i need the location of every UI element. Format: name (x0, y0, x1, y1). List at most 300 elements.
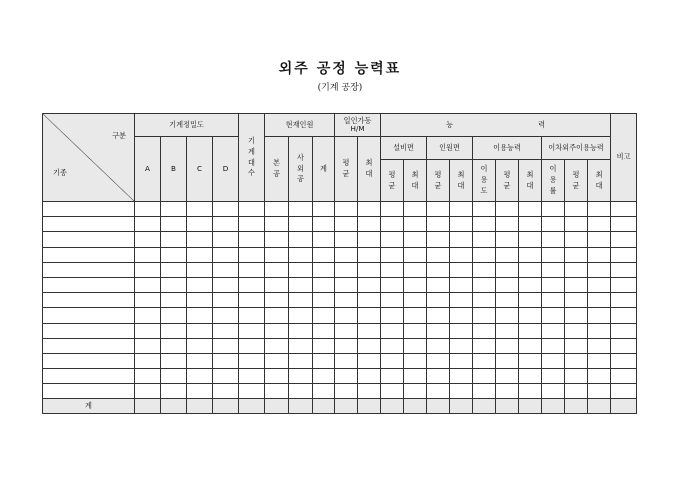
table-cell (135, 323, 161, 338)
table-cell (496, 202, 519, 217)
table-cell (588, 247, 611, 262)
second-max-header: 최대 (588, 160, 611, 202)
table-cell (358, 293, 381, 308)
table-cell (427, 308, 450, 323)
table-cell (496, 232, 519, 247)
capacity-header: 능 력 (381, 114, 611, 137)
table-cell (588, 353, 611, 368)
table-cell (289, 277, 313, 292)
second-outsourcing-header: 이차외주이용능력 (542, 137, 611, 160)
table-cell (313, 323, 335, 338)
table-cell (358, 217, 381, 232)
table-cell (496, 384, 519, 399)
table-cell (473, 293, 496, 308)
table-cell (265, 308, 289, 323)
total-row (43, 399, 637, 414)
table-row (43, 277, 637, 292)
table-cell (289, 293, 313, 308)
table-row (43, 293, 637, 308)
table-cell (450, 232, 473, 247)
table-cell (187, 262, 213, 277)
table-cell (161, 338, 187, 353)
table-cell (404, 217, 427, 232)
table-cell (289, 384, 313, 399)
table-cell (213, 384, 239, 399)
table-cell (519, 262, 542, 277)
table-cell (43, 232, 135, 247)
table-cell (427, 217, 450, 232)
table-cell (473, 384, 496, 399)
table-cell (404, 384, 427, 399)
table-cell (335, 277, 358, 292)
table-cell (313, 247, 335, 262)
table-cell (161, 323, 187, 338)
table-cell (473, 232, 496, 247)
table-cell (473, 262, 496, 277)
table-cell (542, 247, 565, 262)
table-cell (542, 202, 565, 217)
table-cell (265, 384, 289, 399)
table-cell (496, 262, 519, 277)
table-cell (313, 232, 335, 247)
table-cell (496, 369, 519, 384)
table-cell (239, 369, 265, 384)
table-cell (611, 202, 637, 217)
table-cell (381, 293, 404, 308)
table-cell (611, 277, 637, 292)
table-cell (611, 323, 637, 338)
table-cell (358, 202, 381, 217)
table-cell (588, 277, 611, 292)
table-row (43, 262, 637, 277)
table-cell (265, 247, 289, 262)
table-cell (213, 232, 239, 247)
table-row (43, 247, 637, 262)
table-cell (450, 338, 473, 353)
table-cell (313, 262, 335, 277)
table-row (43, 323, 637, 338)
corner-bottom-label: 기종 (53, 167, 67, 177)
table-cell (427, 232, 450, 247)
table-cell (450, 217, 473, 232)
table-cell (519, 277, 542, 292)
table-cell (289, 308, 313, 323)
table-cell (43, 369, 135, 384)
table-cell (289, 247, 313, 262)
table-cell (565, 202, 588, 217)
table-cell (588, 202, 611, 217)
table-cell (161, 202, 187, 217)
table-cell (335, 293, 358, 308)
table-cell (187, 217, 213, 232)
table-cell (335, 384, 358, 399)
table-cell (404, 277, 427, 292)
table-cell (542, 277, 565, 292)
table-cell (161, 308, 187, 323)
table-cell (187, 247, 213, 262)
precision-header: 기계정밀도 (135, 114, 239, 137)
table-cell (213, 308, 239, 323)
usage-avg-header: 평균 (496, 160, 519, 202)
table-cell (135, 217, 161, 232)
table-cell (135, 338, 161, 353)
table-cell (187, 353, 213, 368)
table-cell (496, 323, 519, 338)
table-cell (427, 384, 450, 399)
table-cell (289, 323, 313, 338)
table-cell (239, 217, 265, 232)
table-cell (588, 338, 611, 353)
table-cell (187, 202, 213, 217)
table-cell (588, 384, 611, 399)
table-cell (161, 217, 187, 232)
table-cell (313, 202, 335, 217)
table-cell (542, 232, 565, 247)
table-cell (381, 232, 404, 247)
table-cell (404, 308, 427, 323)
table-cell (427, 293, 450, 308)
daily-avg-header: 평균 (335, 137, 358, 202)
table-cell (43, 384, 135, 399)
table-row (43, 232, 637, 247)
table-cell (213, 262, 239, 277)
table-cell (43, 277, 135, 292)
table-cell (565, 323, 588, 338)
table-cell (313, 293, 335, 308)
table-cell (450, 369, 473, 384)
table-cell (213, 293, 239, 308)
table-cell (239, 384, 265, 399)
table-cell (519, 247, 542, 262)
table-cell (588, 232, 611, 247)
table-cell (43, 293, 135, 308)
table-cell (496, 338, 519, 353)
table-cell (213, 247, 239, 262)
table-cell (43, 247, 135, 262)
table-cell (239, 338, 265, 353)
table-cell (450, 353, 473, 368)
table-cell (542, 323, 565, 338)
table-cell (265, 232, 289, 247)
usage-max-header: 최대 (519, 160, 542, 202)
table-cell (404, 293, 427, 308)
table-cell (519, 202, 542, 217)
table-cell (213, 202, 239, 217)
table-cell (611, 217, 637, 232)
table-cell (588, 217, 611, 232)
table-cell (519, 338, 542, 353)
table-cell (381, 323, 404, 338)
table-cell (265, 353, 289, 368)
table-cell (427, 338, 450, 353)
staff-main-header: 본공 (265, 137, 289, 202)
table-cell (135, 262, 161, 277)
precision-col-c: C (187, 137, 213, 202)
table-cell (404, 353, 427, 368)
table-cell (239, 293, 265, 308)
table-cell (313, 217, 335, 232)
table-cell (519, 217, 542, 232)
table-cell (335, 232, 358, 247)
table-cell (565, 293, 588, 308)
table-cell (239, 232, 265, 247)
table-cell (381, 202, 404, 217)
table-cell (265, 262, 289, 277)
table-cell (542, 384, 565, 399)
table-cell (565, 247, 588, 262)
table-cell (289, 232, 313, 247)
table-cell (381, 384, 404, 399)
table-cell (289, 262, 313, 277)
table-cell (239, 323, 265, 338)
table-cell (161, 232, 187, 247)
table-cell (313, 369, 335, 384)
table-cell (450, 293, 473, 308)
table-cell (161, 369, 187, 384)
table-cell (427, 353, 450, 368)
remarks-header: 비고 (611, 114, 637, 202)
table-cell (161, 247, 187, 262)
table-cell (611, 338, 637, 353)
table-cell (450, 277, 473, 292)
table-cell (313, 338, 335, 353)
table-cell (611, 384, 637, 399)
table-cell (313, 353, 335, 368)
table-cell (404, 232, 427, 247)
corner-header-cell (43, 114, 135, 202)
document-subtitle: (기계 공장) (317, 83, 363, 93)
table-cell (135, 202, 161, 217)
table-cell (289, 217, 313, 232)
table-cell (358, 232, 381, 247)
table-row (43, 353, 637, 368)
table-cell (335, 308, 358, 323)
table-cell (611, 293, 637, 308)
table-cell (542, 293, 565, 308)
table-cell (213, 353, 239, 368)
table-cell (381, 262, 404, 277)
table-cell (187, 232, 213, 247)
equip-max-header: 최대 (404, 160, 427, 202)
table-cell (473, 369, 496, 384)
table-cell (335, 262, 358, 277)
table-cell (450, 308, 473, 323)
table-row (43, 384, 637, 399)
table-cell (187, 277, 213, 292)
table-cell (381, 353, 404, 368)
second-avg-header: 평균 (565, 160, 588, 202)
table-cell (611, 262, 637, 277)
personnel-header: 인원면 (427, 137, 473, 160)
table-cell (213, 323, 239, 338)
table-cell (313, 308, 335, 323)
table-cell (358, 323, 381, 338)
table-cell (450, 384, 473, 399)
table-cell (161, 384, 187, 399)
total-label: 계 (43, 399, 135, 414)
table-cell (381, 369, 404, 384)
table-cell (358, 338, 381, 353)
table-cell (381, 247, 404, 262)
table-cell (358, 247, 381, 262)
table-cell (588, 323, 611, 338)
machine-count-header: 기계대수 (239, 114, 265, 202)
table-cell (427, 277, 450, 292)
table-cell (542, 262, 565, 277)
table-cell (187, 308, 213, 323)
table-cell (473, 247, 496, 262)
daily-hm-header: 일인가동 H/M (335, 114, 381, 137)
table-cell (265, 338, 289, 353)
table-cell (187, 323, 213, 338)
table-cell (450, 323, 473, 338)
table-cell (289, 202, 313, 217)
table-cell (611, 232, 637, 247)
table-cell (519, 308, 542, 323)
table-cell (335, 217, 358, 232)
table-cell (135, 384, 161, 399)
table-cell (313, 277, 335, 292)
table-cell (358, 384, 381, 399)
table-cell (358, 369, 381, 384)
table-cell (519, 293, 542, 308)
table-row (43, 217, 637, 232)
table-cell (187, 293, 213, 308)
table-cell (358, 308, 381, 323)
table-cell (542, 353, 565, 368)
table-cell (239, 247, 265, 262)
data-rows (43, 202, 637, 399)
table-cell (239, 308, 265, 323)
table-row (43, 202, 637, 217)
table-cell (335, 323, 358, 338)
table-cell (161, 262, 187, 277)
table-cell (473, 323, 496, 338)
table-cell (335, 369, 358, 384)
table-cell (239, 353, 265, 368)
table-cell (43, 308, 135, 323)
table-cell (588, 369, 611, 384)
table-cell (135, 277, 161, 292)
table-cell (43, 217, 135, 232)
table-row (43, 369, 637, 384)
table-cell (496, 308, 519, 323)
person-max-header: 최대 (450, 160, 473, 202)
table-cell (473, 338, 496, 353)
table-cell (427, 202, 450, 217)
table-cell (335, 202, 358, 217)
table-cell (473, 308, 496, 323)
table-cell (239, 202, 265, 217)
table-cell (565, 262, 588, 277)
table-cell (404, 338, 427, 353)
table-cell (187, 369, 213, 384)
usage-rate-header: 이용도 (473, 160, 496, 202)
table-cell (135, 353, 161, 368)
table-cell (335, 338, 358, 353)
table-cell (335, 247, 358, 262)
table-cell (404, 369, 427, 384)
table-cell (265, 217, 289, 232)
table-cell (519, 232, 542, 247)
table-cell (565, 338, 588, 353)
table-cell (161, 353, 187, 368)
table-cell (239, 262, 265, 277)
table-cell (135, 247, 161, 262)
table-cell (450, 202, 473, 217)
table-cell (496, 293, 519, 308)
table-cell (43, 202, 135, 217)
table-cell (542, 369, 565, 384)
table-cell (427, 323, 450, 338)
table-cell (213, 338, 239, 353)
usage-header: 이용능력 (473, 137, 542, 160)
table-row (43, 338, 637, 353)
table-cell (265, 293, 289, 308)
table-cell (496, 247, 519, 262)
table-cell (611, 247, 637, 262)
table-cell (565, 277, 588, 292)
staff-sum-header: 계 (313, 137, 335, 202)
equip-avg-header: 평균 (381, 160, 404, 202)
table-cell (611, 353, 637, 368)
table-cell (404, 202, 427, 217)
table-cell (161, 277, 187, 292)
table-cell (313, 384, 335, 399)
table-cell (565, 232, 588, 247)
table-cell (135, 232, 161, 247)
table-cell (187, 384, 213, 399)
table-cell (427, 369, 450, 384)
capacity-table (42, 113, 637, 414)
table-cell (565, 369, 588, 384)
table-cell (404, 262, 427, 277)
table-cell (565, 353, 588, 368)
table-cell (213, 277, 239, 292)
precision-col-b: B (161, 137, 187, 202)
table-cell (450, 262, 473, 277)
table-cell (43, 353, 135, 368)
table-cell (239, 277, 265, 292)
table-cell (496, 277, 519, 292)
table-cell (381, 338, 404, 353)
table-cell (427, 247, 450, 262)
daily-max-header: 최대 (358, 137, 381, 202)
table-cell (542, 308, 565, 323)
table-cell (381, 308, 404, 323)
table-cell (265, 369, 289, 384)
table-cell (542, 338, 565, 353)
table-cell (213, 369, 239, 384)
precision-col-a: A (135, 137, 161, 202)
table-cell (135, 369, 161, 384)
table-cell (289, 369, 313, 384)
table-cell (473, 277, 496, 292)
equipment-header: 설비면 (381, 137, 427, 160)
table-cell (611, 308, 637, 323)
table-cell (404, 247, 427, 262)
table-cell (588, 293, 611, 308)
table-cell (450, 247, 473, 262)
table-cell (496, 217, 519, 232)
table-cell (358, 353, 381, 368)
table-cell (265, 323, 289, 338)
staff-assistant-header: 사외공 (289, 137, 313, 202)
table-cell (43, 338, 135, 353)
table-cell (265, 202, 289, 217)
table-cell (381, 217, 404, 232)
table-cell (519, 323, 542, 338)
